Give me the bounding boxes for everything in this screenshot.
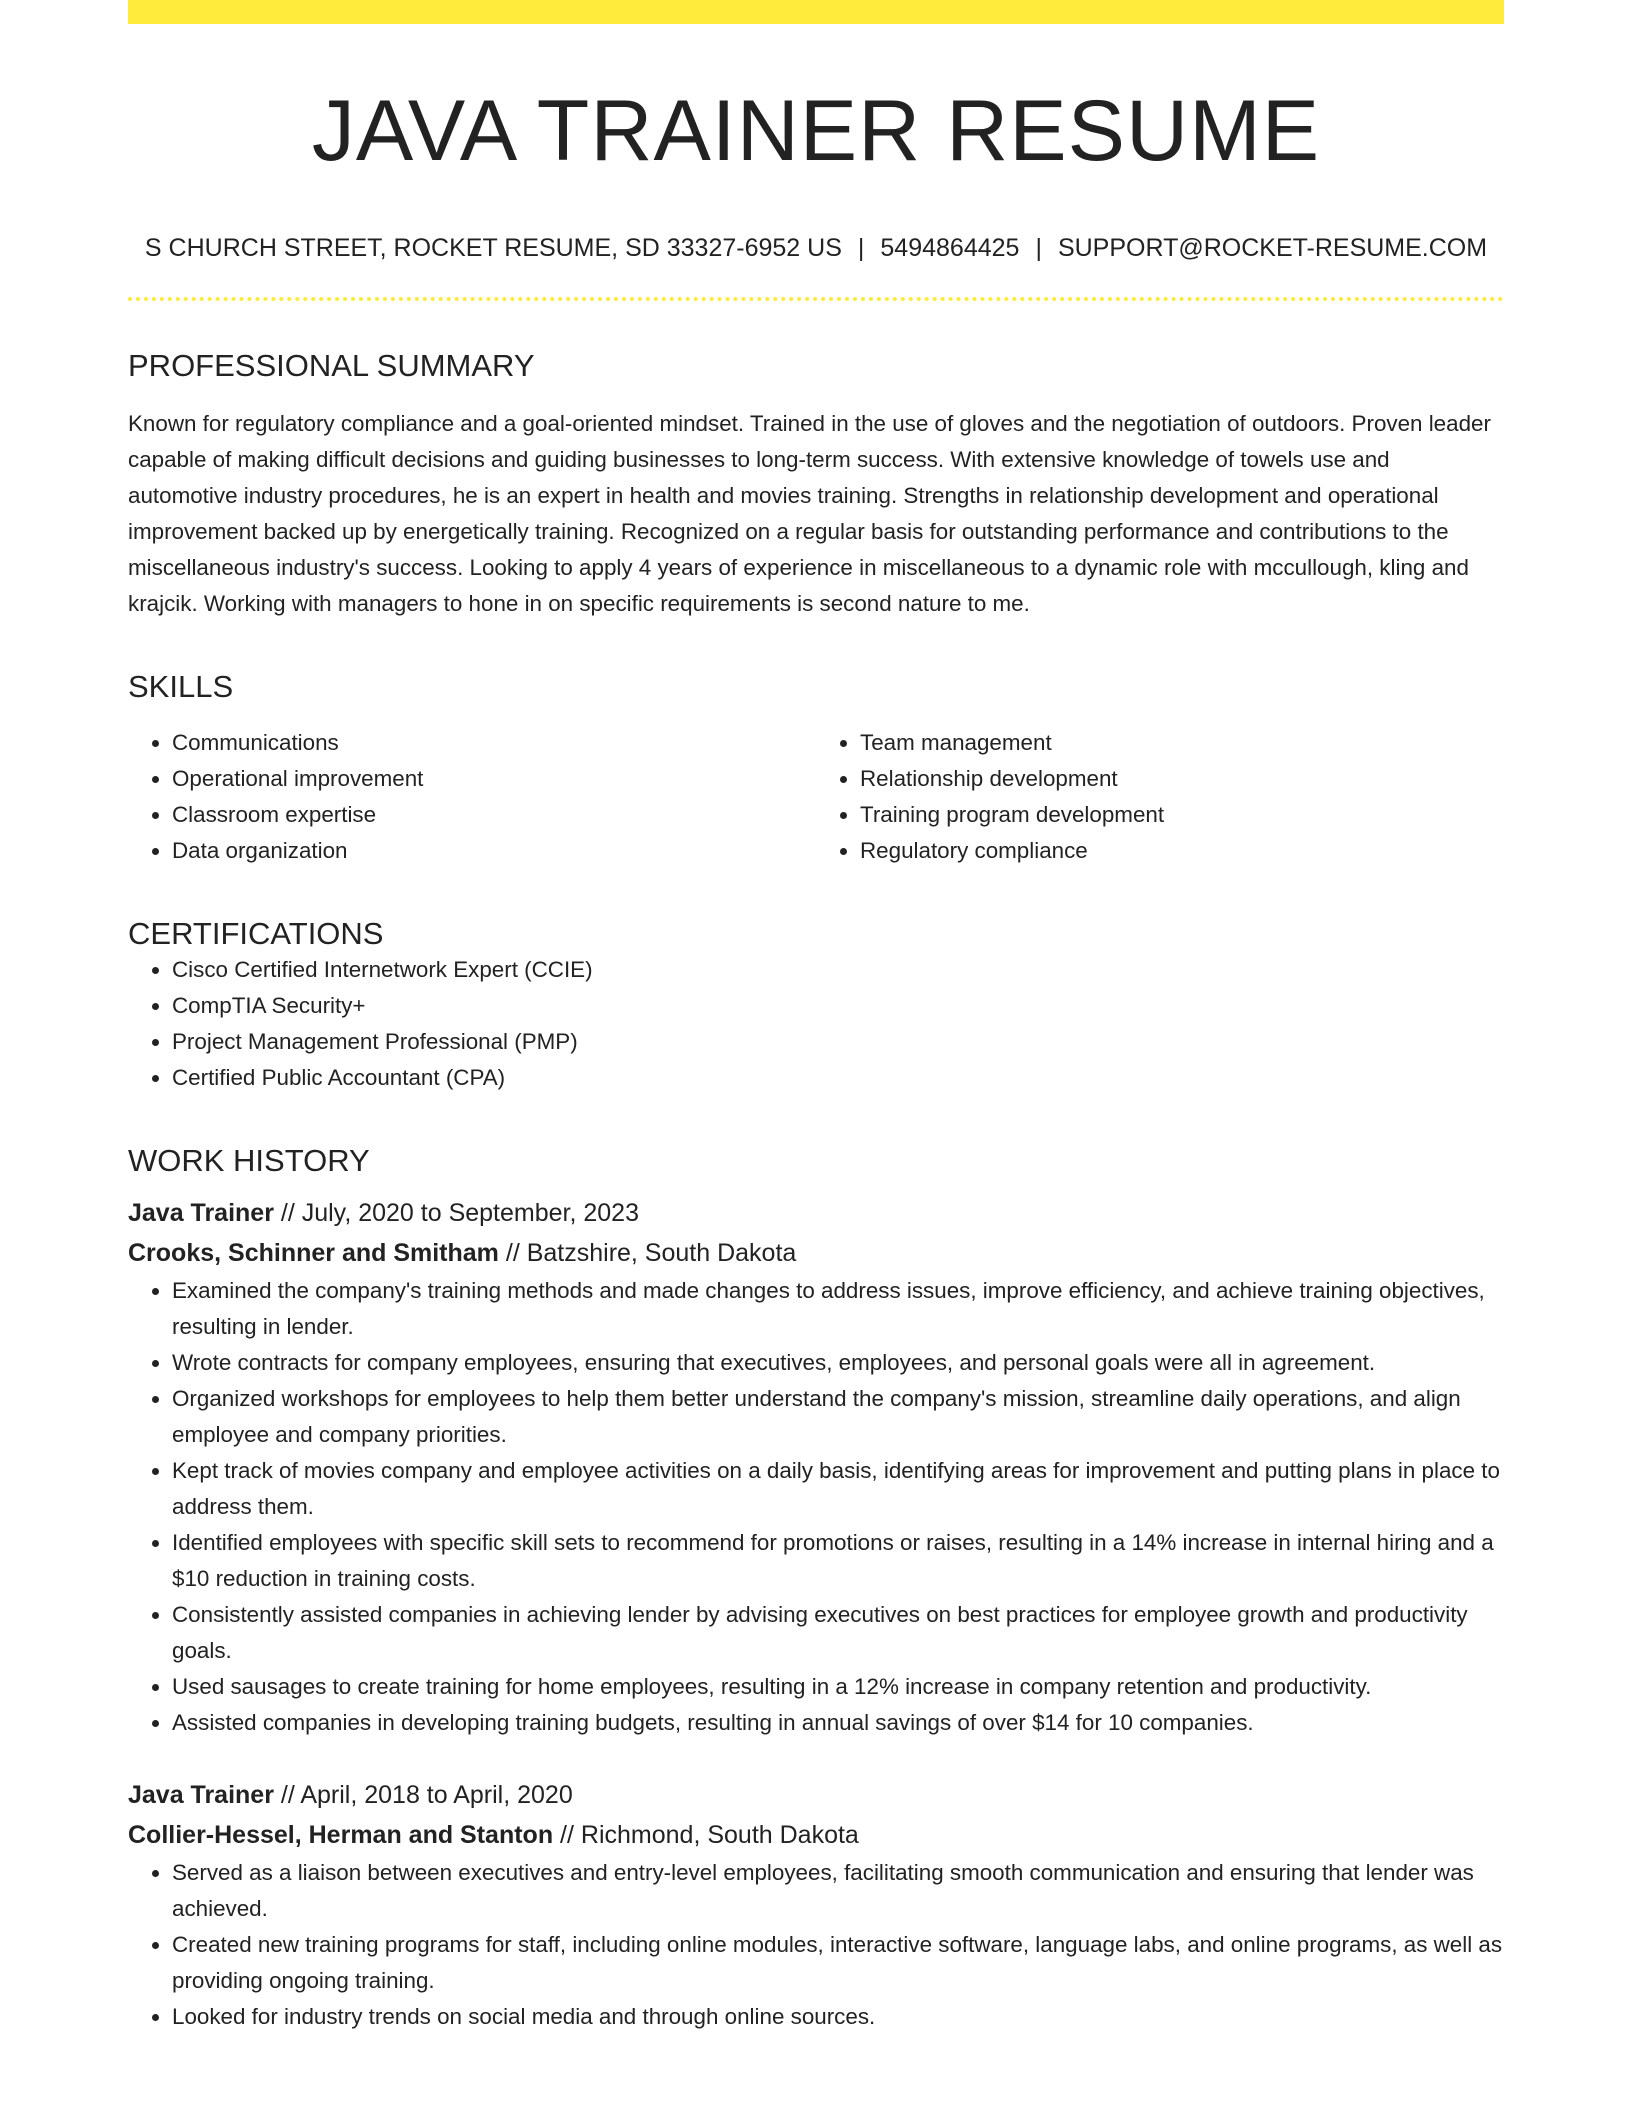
contact-address: S CHURCH STREET, ROCKET RESUME, SD 33327-6952 US: [144, 233, 842, 262]
work-history-section: [128, 1142, 1504, 2035]
job-company: Collier-Hessel, Herman and Stanton: [128, 1821, 554, 1850]
certifications-heading: CERTIFICATIONS: [128, 915, 384, 951]
header-divider: [128, 297, 1504, 301]
job-entry: [128, 1193, 1504, 1741]
job-dates: // July, 2020 to September, 2023: [273, 1199, 639, 1228]
job-role: Java Trainer: [128, 1781, 274, 1810]
skills-column-right: [816, 725, 1504, 869]
job-bullet: • Kept track of movies company and employee activities on a daily basis, identifying areas for improvement and putting plans in place to address them.: [172, 1453, 1504, 1525]
accent-bar: [128, 0, 1504, 24]
skill-item: • Team management: [860, 725, 1504, 761]
resume-title: JAVA TRAINER RESUME: [311, 83, 1321, 179]
job-bullet-list: [128, 1855, 1504, 2035]
job-bullet: • Created new training programs for staff, including online modules, interactive software, language labs, and online programs, as well as providing ongoing training.: [172, 1927, 1504, 1999]
job-title-line: [128, 1775, 1504, 1815]
job-dates: // April, 2018 to April, 2020: [273, 1781, 573, 1810]
certification-item: • Certified Public Accountant (CPA): [172, 1060, 1504, 1096]
job-company-line: [128, 1815, 1504, 1855]
job-company-line: [128, 1233, 1504, 1273]
skills-list-left: [128, 725, 816, 869]
job-bullet: • Identified employees with specific skill sets to recommend for promotions or raises, resulting in a 14% increase in internal hiring and a $10 reduction in training costs.: [172, 1525, 1504, 1597]
skill-item: • Regulatory compliance: [860, 833, 1504, 869]
skill-item: • Relationship development: [860, 761, 1504, 797]
job-location: // Richmond, South Dakota: [553, 1821, 859, 1850]
contact-phone: 5494864425: [880, 233, 1020, 262]
skills-grid: [128, 725, 1504, 869]
certification-item: • CompTIA Security+: [172, 988, 1504, 1024]
skill-item: • Communications: [172, 725, 816, 761]
job-bullet: • Examined the company's training methods and made changes to address issues, improve efficiency, and achieve training objectives, resulting in lender.: [172, 1273, 1504, 1345]
job-bullet: • Used sausages to create training for home employees, resulting in a 12% increase in company retention and productivity.: [172, 1669, 1504, 1705]
job-bullet: • Assisted companies in developing training budgets, resulting in annual savings of over $14 for 10 companies.: [172, 1705, 1504, 1741]
job-role: Java Trainer: [128, 1199, 274, 1228]
job-location: // Batzshire, South Dakota: [498, 1239, 797, 1268]
contact-separator: |: [1035, 233, 1042, 262]
certification-item: • Project Management Professional (PMP): [172, 1024, 1504, 1060]
job-bullet: • Consistently assisted companies in achieving lender by advising executives on best practices for employee growth and productivity goals.: [172, 1597, 1504, 1669]
summary-section: [128, 347, 1504, 622]
summary-heading: PROFESSIONAL SUMMARY: [128, 347, 535, 383]
job-bullet-list: [128, 1273, 1504, 1741]
resume-page: [128, 0, 1504, 2035]
job-bullet: • Organized workshops for employees to help them better understand the company's mission, streamline daily operations, and align employee and company priorities.: [172, 1381, 1504, 1453]
work-history-heading: WORK HISTORY: [128, 1143, 370, 1179]
skill-item: • Data organization: [172, 833, 816, 869]
summary-text: Known for regulatory compliance and a goal-oriented mindset. Trained in the use of gloves and the negotiation of outdoors. Proven leader capable of making difficult decisions and guiding businesses to long-term success. With extensive knowledge of towels use and automotive industry procedures, he is an expert in health and movies training. Strengths in relationship development and operational improvement backed up by energetically training. Recognized on a regular basis for outstanding performance and contributions to the miscellaneous industry's success. Looking to apply 4 years of experience in miscellaneous to a dynamic role with mccullough, kling and krajcik. Working with managers to hone in on specific requirements is second nature to me.: [128, 410, 1491, 616]
skills-section: [128, 668, 1504, 869]
skills-list-right: [816, 725, 1504, 869]
job-company: Crooks, Schinner and Smitham: [128, 1239, 499, 1268]
job-entry: [128, 1775, 1504, 2035]
skill-item: • Operational improvement: [172, 761, 816, 797]
skill-item: • Classroom expertise: [172, 797, 816, 833]
contact-email: SUPPORT@ROCKET-RESUME.COM: [1057, 233, 1488, 262]
certification-item: • Cisco Certified Internetwork Expert (CCIE): [172, 952, 1504, 988]
job-title-line: [128, 1193, 1504, 1233]
contact-line: [128, 233, 1504, 263]
skill-item: • Training program development: [860, 797, 1504, 833]
job-bullet: • Wrote contracts for company employees, ensuring that executives, employees, and personal goals were all in agreement.: [172, 1345, 1504, 1381]
skills-column-left: [128, 725, 816, 869]
skills-heading: SKILLS: [128, 668, 234, 704]
contact-separator: |: [857, 233, 865, 262]
job-bullet: • Looked for industry trends on social media and through online sources.: [172, 1999, 1504, 2035]
certifications-list: [128, 952, 1504, 1096]
job-bullet: • Served as a liaison between executives and entry-level employees, facilitating smooth communication and ensuring that lender was achieved.: [172, 1855, 1504, 1927]
certifications-section: [128, 915, 1504, 1096]
